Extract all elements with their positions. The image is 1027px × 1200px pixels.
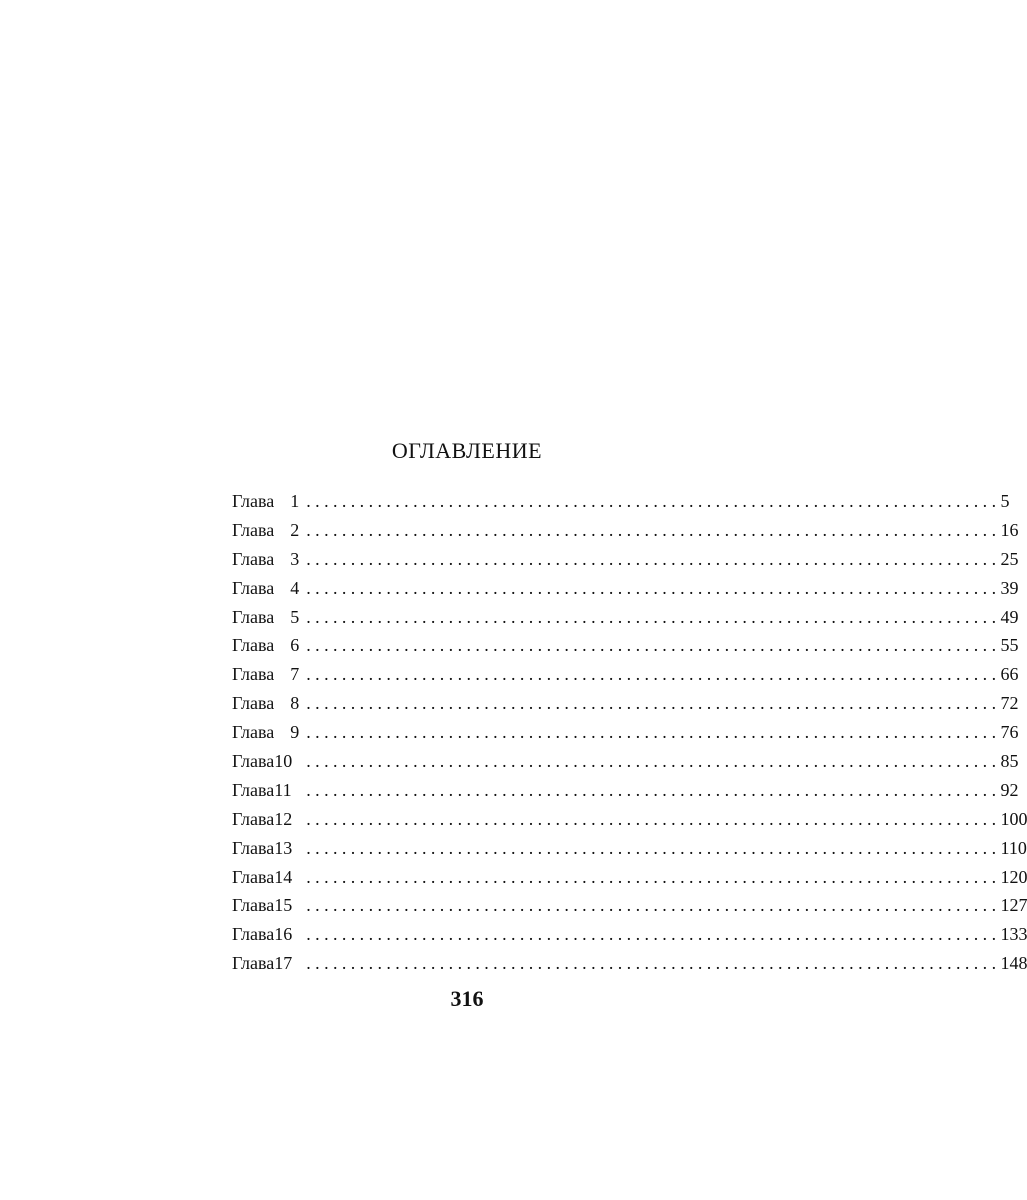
- chapter-number: 9: [290, 722, 300, 743]
- dot-leader: ..............................................................................: [306, 664, 1001, 685]
- toc-entry[interactable]: [232, 516, 1019, 545]
- chapter-number: 13: [274, 837, 293, 858]
- page-folio: 316: [450, 986, 484, 1011]
- page-number: 16: [1000, 519, 1019, 540]
- dot-leader: ..............................................................................: [306, 808, 1001, 829]
- page-number: 120: [1000, 866, 1027, 887]
- toc-entry[interactable]: [232, 891, 1027, 920]
- chapter-number: 10: [274, 751, 293, 772]
- dot-leader: ..............................................................................: [306, 519, 1001, 540]
- page-number: 133: [1000, 924, 1027, 945]
- dot-leader: ..............................................................................: [306, 693, 1001, 714]
- dot-leader: ..............................................................................: [306, 548, 1001, 569]
- chapter-word: Глава: [232, 808, 275, 829]
- page-number: 55: [1000, 635, 1019, 656]
- chapter-number: 6: [290, 635, 300, 656]
- chapter-word: Глава: [232, 491, 275, 511]
- toc-entry[interactable]: [232, 603, 1019, 632]
- chapter-word: Глава: [232, 924, 275, 945]
- chapter-number: 14: [274, 866, 293, 887]
- chapter-number: 16: [274, 924, 293, 945]
- dot-leader: ..............................................................................: [306, 924, 1001, 945]
- chapter-number: 3: [290, 548, 300, 569]
- chapter-number: 1: [290, 491, 300, 511]
- dot-leader: ..............................................................................: [306, 953, 1001, 974]
- page-number: 39: [1000, 577, 1019, 598]
- toc-entry[interactable]: [232, 660, 1019, 689]
- chapter-number: 2: [290, 519, 300, 540]
- dot-leader: ..............................................................................: [306, 491, 1001, 511]
- page-number: 76: [1000, 722, 1019, 743]
- dot-leader: ..............................................................................: [306, 606, 1001, 627]
- dot-leader: ..............................................................................: [306, 751, 1001, 772]
- chapter-word: Глава: [232, 866, 275, 887]
- toc-entry[interactable]: [232, 805, 1027, 834]
- dot-leader: ..............................................................................: [306, 577, 1001, 598]
- chapter-number: 11: [274, 779, 292, 800]
- toc-title: ОГЛАВЛЕНИЕ: [391, 438, 543, 463]
- chapter-word: Глава: [232, 577, 275, 598]
- dot-leader: ..............................................................................: [306, 635, 1001, 656]
- page-number: 66: [1000, 664, 1019, 685]
- toc-entry[interactable]: [232, 487, 1010, 516]
- toc-entry[interactable]: [232, 545, 1019, 574]
- chapter-word: Глава: [232, 693, 275, 714]
- chapter-word: Глава: [232, 751, 275, 772]
- chapter-word: Глава: [232, 548, 275, 569]
- page-number: 148: [1000, 953, 1027, 974]
- chapter-word: Глава: [232, 837, 275, 858]
- toc-entry[interactable]: [232, 863, 1027, 892]
- toc-entry[interactable]: [232, 776, 1019, 805]
- toc-list: [232, 487, 1027, 978]
- toc-entry[interactable]: [232, 920, 1027, 949]
- chapter-number: 8: [290, 693, 300, 714]
- dot-leader: ..............................................................................: [306, 895, 1001, 916]
- chapter-word: Глава: [232, 519, 275, 540]
- chapter-word: Глава: [232, 722, 275, 743]
- page-number: 5: [1000, 491, 1010, 511]
- toc-entry[interactable]: [232, 574, 1019, 603]
- page-number: 25: [1000, 548, 1019, 569]
- toc-entry[interactable]: [232, 689, 1019, 718]
- toc-entry[interactable]: [232, 949, 1027, 978]
- toc-entry[interactable]: [232, 631, 1019, 660]
- dot-leader: ..............................................................................: [306, 779, 1001, 800]
- page-number: 92: [1000, 779, 1019, 800]
- page-number: 100: [1000, 808, 1027, 829]
- toc-entry[interactable]: [232, 834, 1027, 863]
- chapter-number: 5: [290, 606, 300, 627]
- dot-leader: ..............................................................................: [306, 837, 1001, 858]
- chapter-word: Глава: [232, 635, 275, 656]
- page-number: 72: [1000, 693, 1019, 714]
- dot-leader: ..............................................................................: [306, 866, 1001, 887]
- chapter-number: 12: [274, 808, 293, 829]
- chapter-word: Глава: [232, 953, 275, 974]
- chapter-word: Глава: [232, 664, 275, 685]
- chapter-number: 15: [274, 895, 293, 916]
- toc-entry[interactable]: [232, 747, 1019, 776]
- chapter-word: Глава: [232, 895, 275, 916]
- toc-entry[interactable]: [232, 718, 1019, 747]
- page-number: 127: [1000, 895, 1027, 916]
- dot-leader: ..............................................................................: [306, 722, 1001, 743]
- chapter-number: 4: [290, 577, 300, 598]
- chapter-word: Глава: [232, 606, 275, 627]
- page-number: 85: [1000, 751, 1019, 772]
- chapter-word: Глава: [232, 779, 275, 800]
- chapter-number: 7: [290, 664, 300, 685]
- chapter-number: 17: [274, 953, 293, 974]
- page-number: 49: [1000, 606, 1019, 627]
- page-number: 110: [1000, 837, 1027, 858]
